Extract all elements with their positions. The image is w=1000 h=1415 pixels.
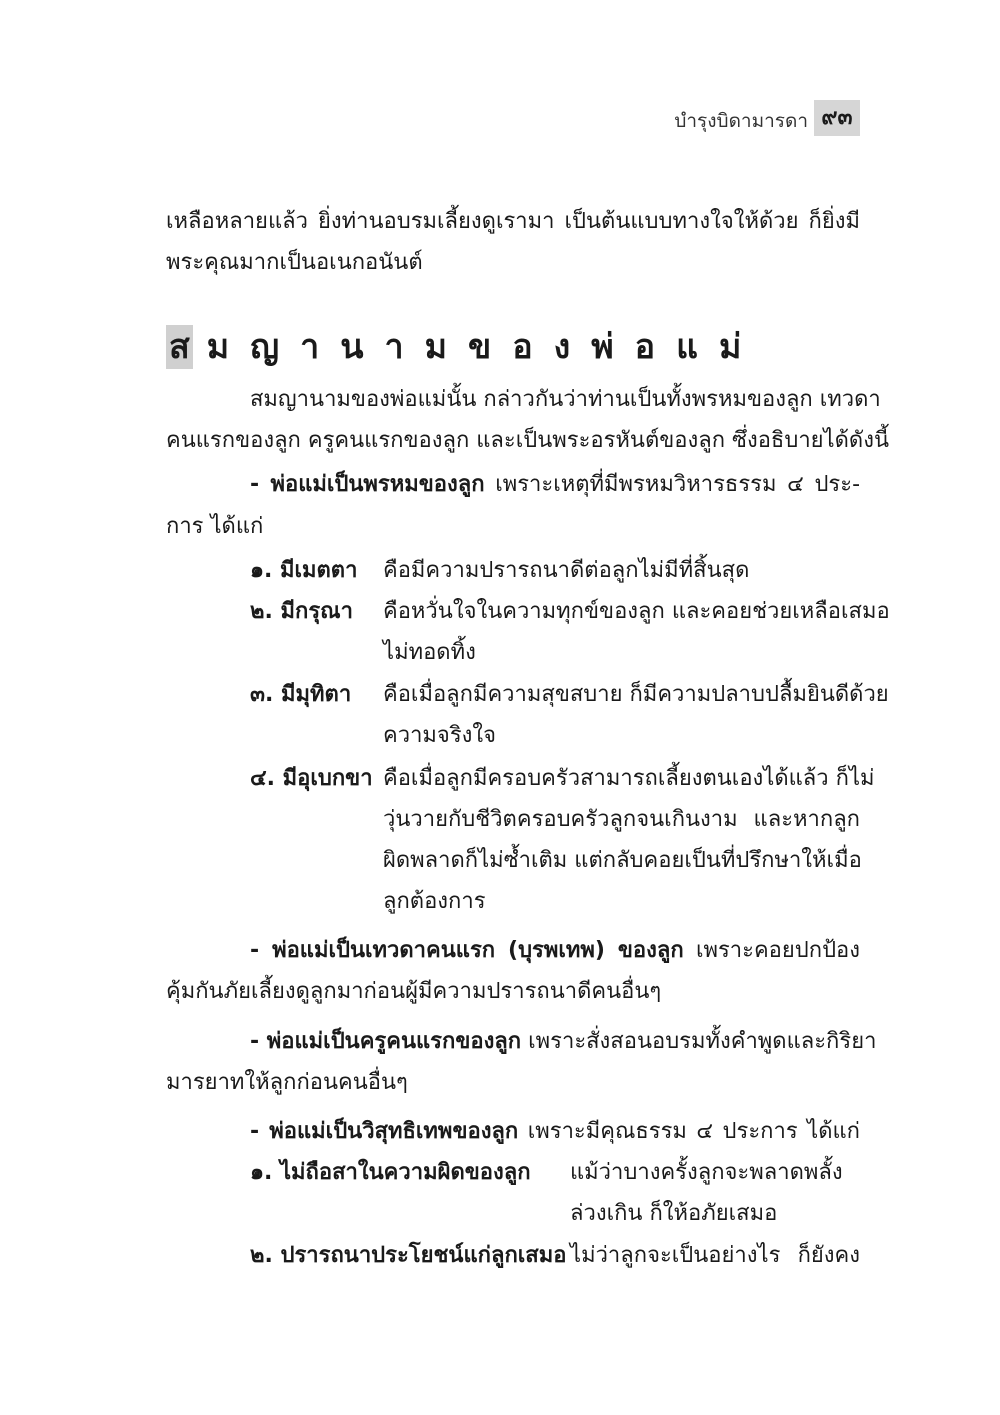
teacher-line	[250, 1024, 877, 1060]
virtue-term: ๑. มีเมตตา	[250, 558, 358, 583]
virtue-def: ผิดพลาดก็ไม่ซ้ำเติม แต่กลับคอยเป็นที่ปรึกษาให้เมื่อ	[383, 848, 862, 873]
virtue-def: ไม่ทอดทิ้ง	[383, 640, 476, 665]
virtue-def: ลูกต้องการ	[383, 889, 486, 914]
brahma-cont: การ ได้แก่	[166, 514, 264, 539]
teacher-bold: - พ่อแม่เป็นครูคนแรกของลูก	[250, 1029, 522, 1054]
pure-def: ไม่ว่าลูกจะเป็นอย่างไร ก็ยังคง	[570, 1243, 860, 1268]
pure-line	[250, 1114, 860, 1150]
para-line-1: สมญานามของพ่อแม่นั้น กล่าวกันว่าท่านเป็นทั้งพรหมของลูก เทวดา	[250, 387, 881, 412]
virtue-def: คือหวั่นใจในความทุกข์ของลูก และคอยช่วยเหลือเสมอ	[383, 599, 890, 624]
brahma-bold: - พ่อแม่เป็นพรหมของลูก	[250, 472, 485, 497]
virtue-def: วุ่นวายกับชีวิตครอบครัวลูกจนเกินงาม และหากลูก	[383, 807, 860, 832]
virtue-term: ๒. มีกรุณา	[250, 599, 353, 624]
pure-def: แม้ว่าบางครั้งลูกจะพลาดพลั้ง	[570, 1160, 843, 1185]
intro-line-2: พระคุณมากเป็นอเนกอนันต์	[166, 250, 423, 275]
virtue-def: คือมีความปรารถนาดีต่อลูกไม่มีที่สิ้นสุด	[383, 558, 750, 583]
deva-bold: - พ่อแม่เป็นเทวดาคนแรก (บุรพเทพ) ของลูก	[250, 938, 684, 963]
teacher-cont: มารยาทให้ลูกก่อนคนอื่นๆ	[166, 1070, 408, 1095]
deva-line	[250, 933, 860, 969]
virtue-def: คือเมื่อลูกมีความสุขสบาย ก็มีความปลาบปลื้มยินดีด้วย	[383, 682, 889, 707]
page-number: ๙๓	[814, 100, 860, 136]
pure-text: เพราะมีคุณธรรม ๔ ประการ ได้แก่	[527, 1119, 860, 1144]
brahma-line	[250, 467, 860, 503]
heading-initial: ส	[166, 325, 193, 369]
deva-text: เพราะคอยปกป้อง	[695, 938, 860, 963]
running-title: บำรุงบิดามารดา	[674, 110, 808, 132]
virtue-term: ๓. มีมุทิตา	[250, 682, 352, 707]
virtue-def: คือเมื่อลูกมีครอบครัวสามารถเลี้ยงตนเองได้แล้ว ก็ไม่	[383, 766, 875, 791]
virtue-def: ความจริงใจ	[383, 723, 497, 748]
pure-term: ๒. ปรารถนาประโยชน์แก่ลูกเสมอ	[250, 1243, 567, 1268]
para-line-2: คนแรกของลูก ครูคนแรกของลูก และเป็นพระอรหันต์ของลูก ซึ่งอธิบายได้ดังนี้	[166, 428, 889, 453]
pure-bold: - พ่อแม่เป็นวิสุทธิเทพของลูก	[250, 1119, 519, 1144]
heading-text: มญานามของพ่อแม่	[206, 327, 763, 367]
brahma-text: เพราะเหตุที่มีพรหมวิหารธรรม ๔ ประ-	[495, 472, 861, 497]
section-heading	[166, 325, 762, 369]
deva-cont: คุ้มกันภัยเลี้ยงดูลูกมาก่อนผู้มีความปรารถนาดีคนอื่นๆ	[166, 979, 662, 1004]
virtue-term: ๔. มีอุเบกขา	[250, 766, 373, 791]
page-header	[660, 100, 860, 136]
pure-term: ๑. ไม่ถือสาในความผิดของลูก	[250, 1160, 531, 1185]
pure-def: ล่วงเกิน ก็ให้อภัยเสมอ	[570, 1201, 778, 1226]
teacher-text: เพราะสั่งสอนอบรมทั้งคำพูดและกิริยา	[528, 1029, 877, 1054]
intro-line-1: เหลือหลายแล้ว ยิ่งท่านอบรมเลี้ยงดูเรามา เป็นต้นแบบทางใจให้ด้วย ก็ยิ่งมี	[166, 209, 860, 234]
